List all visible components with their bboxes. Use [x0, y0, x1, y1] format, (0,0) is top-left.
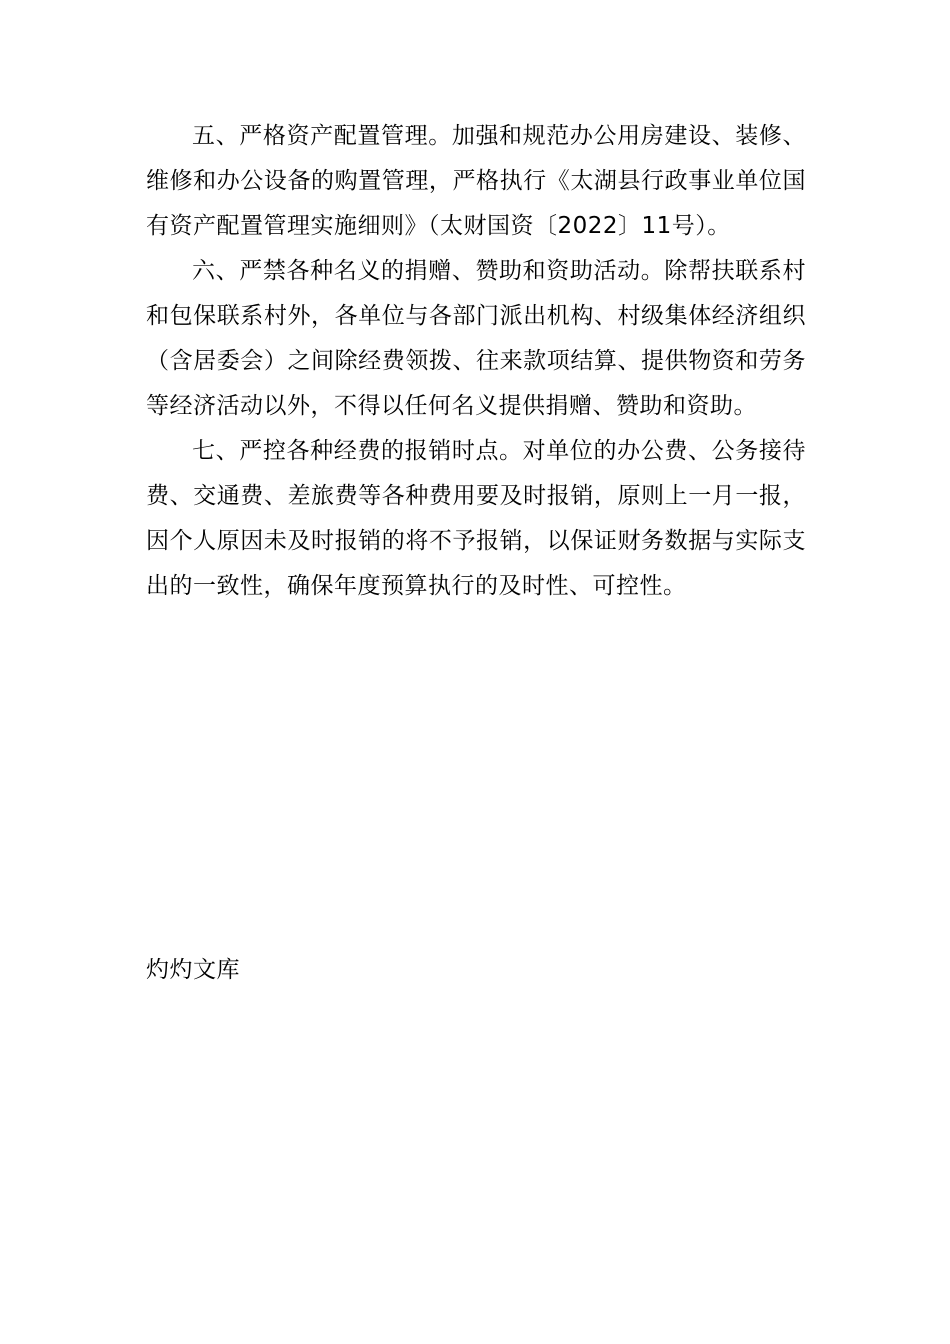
document-body [146, 114, 806, 609]
paragraph-reimbursement: 七、严控各种经费的报销时点。对单位的办公费、公务接待费、交通费、差旅费等各种费用要及时报销，原则上一月一报，因个人原因未及时报销的将不予报销，以保证财务数据与实际支出的一致性，确保年度预算执行的及时性、可控性。 [146, 438, 806, 599]
paragraph-donation-ban: 六、严禁各种名义的捐赠、赞助和资助活动。除帮扶联系村和包保联系村外，各单位与各部门派出机构、村级集体经济组织（含居委会）之间除经费领拨、往来款项结算、提供物资和劳务等经济活动以外，不得以任何名义提供捐赠、赞助和资助。 [146, 258, 806, 419]
footer-watermark-text: 灼灼文库 [146, 957, 240, 983]
paragraph-asset-management: 五、严格资产配置管理。加强和规范办公用房建设、装修、维修和办公设备的购置管理，严格执行《太湖县行政事业单位国有资产配置管理实施细则》（太财国资〔2022〕11号）。 [146, 123, 806, 239]
